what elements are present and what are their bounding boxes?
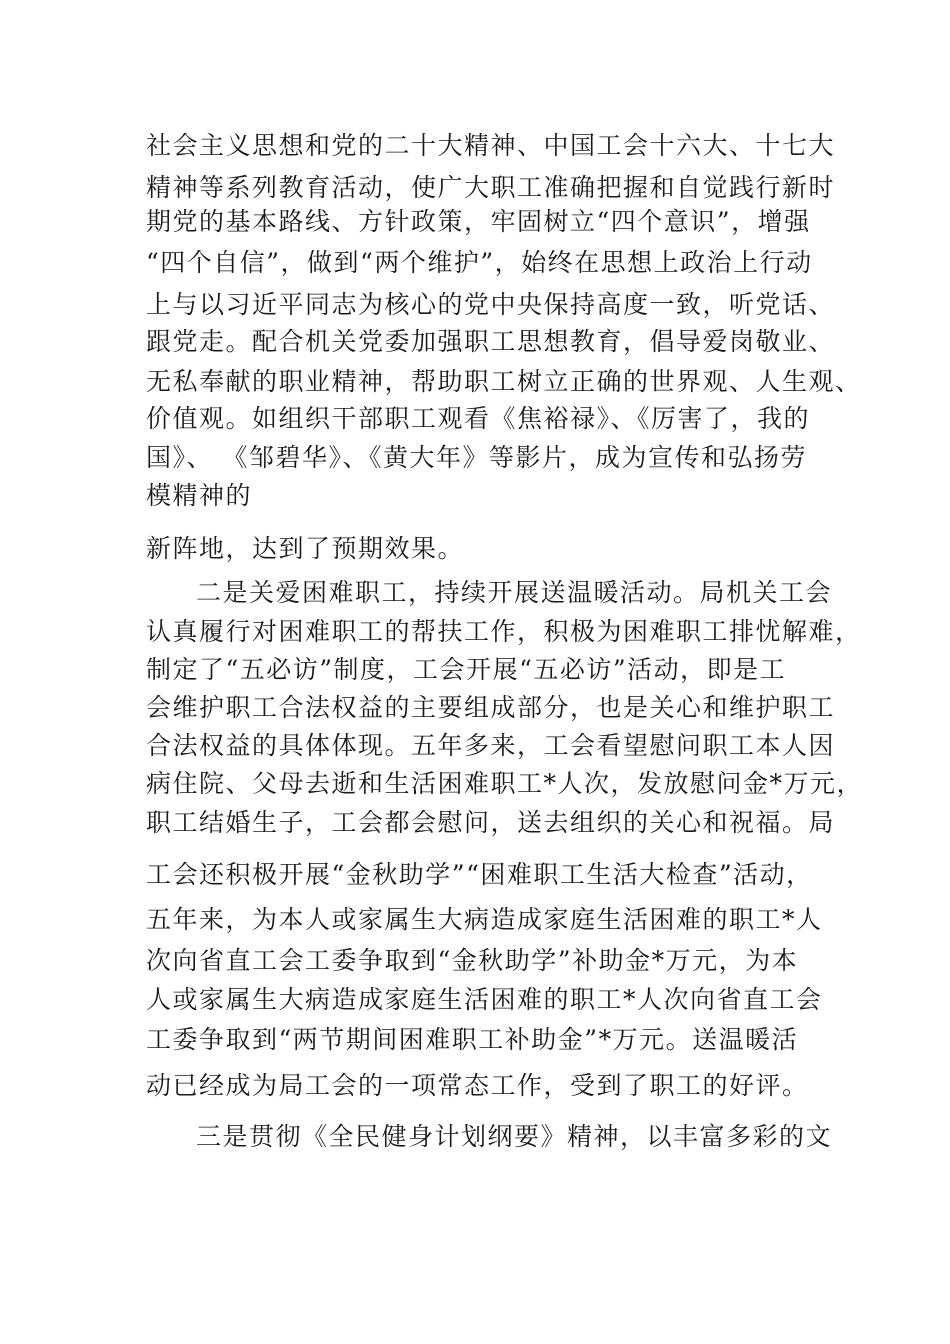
- body-text-line: 认真履行对困难职工的帮扶工作，积极为困难职工排忧解难，: [146, 617, 862, 646]
- paragraph-first-line: 二是关爱困难职工，持续开展送温暖活动。局机关工会: [196, 578, 833, 607]
- body-text-line: 动已经成为局工会的一项常态工作，受到了职工的好评。: [146, 1071, 809, 1100]
- body-text-line: 病住院、父母去逝和生活困难职工*人次，发放慰问金*万元，: [146, 769, 864, 798]
- body-text-line: 无私奉献的职业精神，帮助职工树立正确的世界观、人生观、: [146, 367, 862, 396]
- body-text-line: 社会主义思想和党的二十大精神、中国工会十六大、十七大: [146, 131, 836, 160]
- body-text-line: 次向省直工会工委争取到“金秋助学”补助金*万元，为本: [146, 946, 799, 975]
- body-text-line: 期党的基本路线、方针政策，牢固树立“四个意识”，增强: [146, 207, 811, 236]
- body-text-line: 新阵地，达到了预期效果。: [146, 534, 465, 563]
- body-text-line: 模精神的: [146, 481, 253, 510]
- body-text-line: 职工结婚生子，工会都会慰问，送去组织的关心和祝福。局: [146, 808, 836, 837]
- body-text-line: 人或家属生大病造成家庭生活困难的职工*人次向省直工会: [146, 985, 823, 1014]
- body-text-line: 工委争取到“两节期间困难职工补助金”*万元。送温暖活: [146, 1025, 799, 1054]
- body-text-line: 跟党走。配合机关党委加强职工思想教育，倡导爱岗敬业、: [146, 327, 836, 356]
- body-text-line: 上与以习近平同志为核心的党中央保持高度一致，听党话、: [146, 290, 836, 319]
- body-text-line: 工会还积极开展“金秋助学”“困难职工生活大检查”活动，: [146, 860, 813, 889]
- body-text-line: “四个自信”，做到“两个维护”，始终在思想上政治上行动: [146, 248, 813, 277]
- body-text-line: 价值观。如组织干部职工观看《焦裕禄》、《厉害了，我的: [146, 404, 811, 433]
- body-text-line: 会维护职工合法权益的主要组成部分，也是关心和维护职工: [146, 693, 836, 722]
- body-text-line: 精神等系列教育活动，使广大职工准确把握和自觉践行新时: [146, 173, 836, 202]
- body-text-line: 国》、 《邹碧华》、《黄大年》等影片，成为宣传和弘扬劳: [146, 443, 807, 472]
- body-text-line: 合法权益的具体体现。五年多来，工会看望慰问职工本人因: [146, 731, 836, 760]
- body-text-line: 五年来，为本人或家属生大病造成家庭生活困难的职工*人: [146, 905, 823, 934]
- paragraph-first-line: 三是贯彻《全民健身计划纲要》精神，以丰富多彩的文: [196, 1122, 833, 1151]
- body-text-line: 制定了“五必访”制度，工会开展“五必访”活动，即是工: [146, 655, 787, 684]
